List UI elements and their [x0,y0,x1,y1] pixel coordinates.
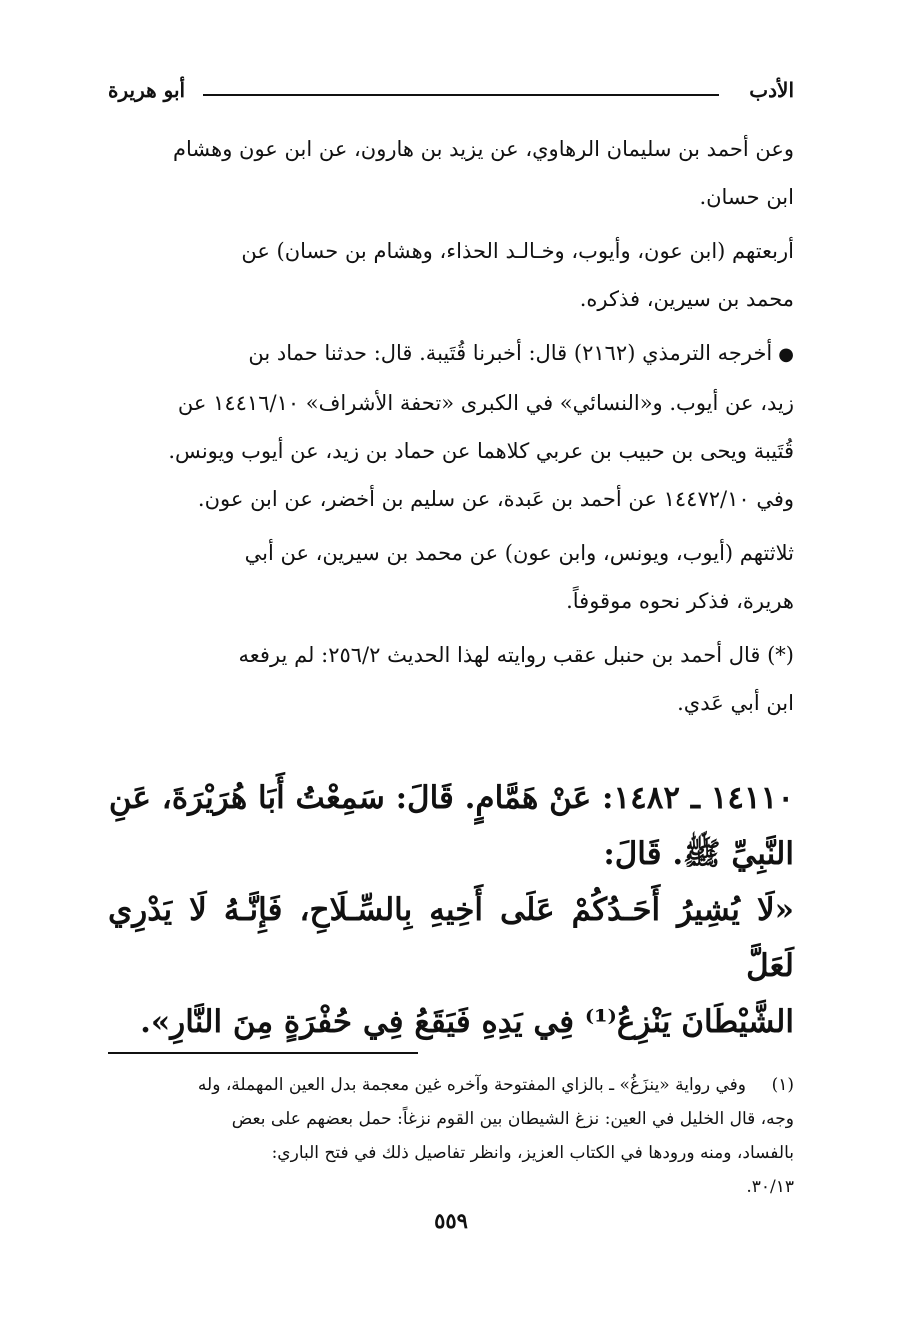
hadith-line: «لَا يُشِيرُ أَحَـدُكُمْ عَلَى أَخِيهِ بِالسِّـلَاحِ، فَإِنَّـهُ لَا يَدْرِي لَعَلَّ [108,892,794,984]
text-line: زيد، عن أيوب. و«النسائي» في الكبرى «تحفة الأشراف» ١٤٤١٦/١٠ عن [177,391,794,415]
text-line: ابن حسان. [699,185,794,209]
hadith-line: النَّبِيِّ ﷺ. قَالَ: [603,836,794,872]
narrator-title: أبو هريرة [108,78,186,102]
section-title: الأدب [749,78,794,102]
text-line: ابن أبي عَدي. [677,691,794,715]
bullet-icon: ● [778,344,794,365]
footnote [108,1068,794,1204]
paragraph-4 [108,529,794,625]
paragraph-1 [108,125,794,221]
footnote-line: وجه، قال الخليل في العين: نزغ الشيطان بين القوم نزغاً: حمل بعضهم على بعض [231,1109,794,1129]
footnote-line [108,1068,794,1102]
text-line: ثلاثتهم (أيوب، ويونس، وابن عون) عن محمد بن سيرين، عن أبي [244,541,794,565]
paragraph-2 [108,227,794,323]
footnote-line: بالفساد، ومنه ورودها في الكتاب العزيز، وانظر تفاصيل ذلك في فتح الباري: [271,1143,794,1163]
text-line: وعن أحمد بن سليمان الرهاوي، عن يزيد بن هارون، عن ابن عون وهشام [173,137,794,161]
text-line: محمد بن سيرين، فذكره. [579,287,794,311]
paragraph-5 [108,631,794,727]
text-line: قُتَيبة ويحى بن حبيب بن عربي كلاهما عن حماد بن زيد، عن أيوب ويونس. [168,439,794,463]
footnote-text: وفي رواية «ينزَغُ» ـ بالزاي المفتوحة وآخره غين معجمة بدل العين المهملة، وله [197,1075,746,1095]
footnote-line: ٣٠/١٣. [746,1177,794,1197]
text-line: هريرة، فذكر نحوه موقوفاً. [566,589,794,613]
header-rule [203,94,719,96]
text-line: أخرجه الترمذي (٢١٦٢) قال: أخبرنا قُتَيبة. قال: حدثنا حماد بن [248,341,773,365]
footnote-number: (١) [771,1075,794,1095]
hadith-line: ١٤١١٠ ـ ١٤٨٢: عَنْ هَمَّامٍ. قَالَ: سَمِعْتُ أَبَا هُرَيْرَةَ، عَنِ [108,780,794,816]
page-number: ٥٥٩ [434,1208,468,1233]
commentary-body [108,125,794,733]
paragraph-3 [108,329,794,523]
hadith-line: الشَّيْطَانَ يَنْزِعُ⁽¹⁾ فِي يَدِهِ فَيَقَعُ فِي حُفْرَةٍ مِنَ النَّارِ». [140,1004,794,1040]
hadith-text [108,770,794,1050]
text-line: (*) قال أحمد بن حنبل عقب روايته لهذا الحديث ٢٥٦/٢: لم يرفعه [238,643,794,667]
text-line: وفي ١٤٤٧٢/١٠ عن أحمد بن عَبدة، عن سليم بن أخضر، عن ابن عون. [197,487,794,511]
text-line: أربعتهم (ابن عون، وأيوب، وخـالـد الحذاء، وهشام بن حسان) عن [241,239,794,263]
footnote-rule [108,1052,418,1054]
running-head [108,78,794,108]
